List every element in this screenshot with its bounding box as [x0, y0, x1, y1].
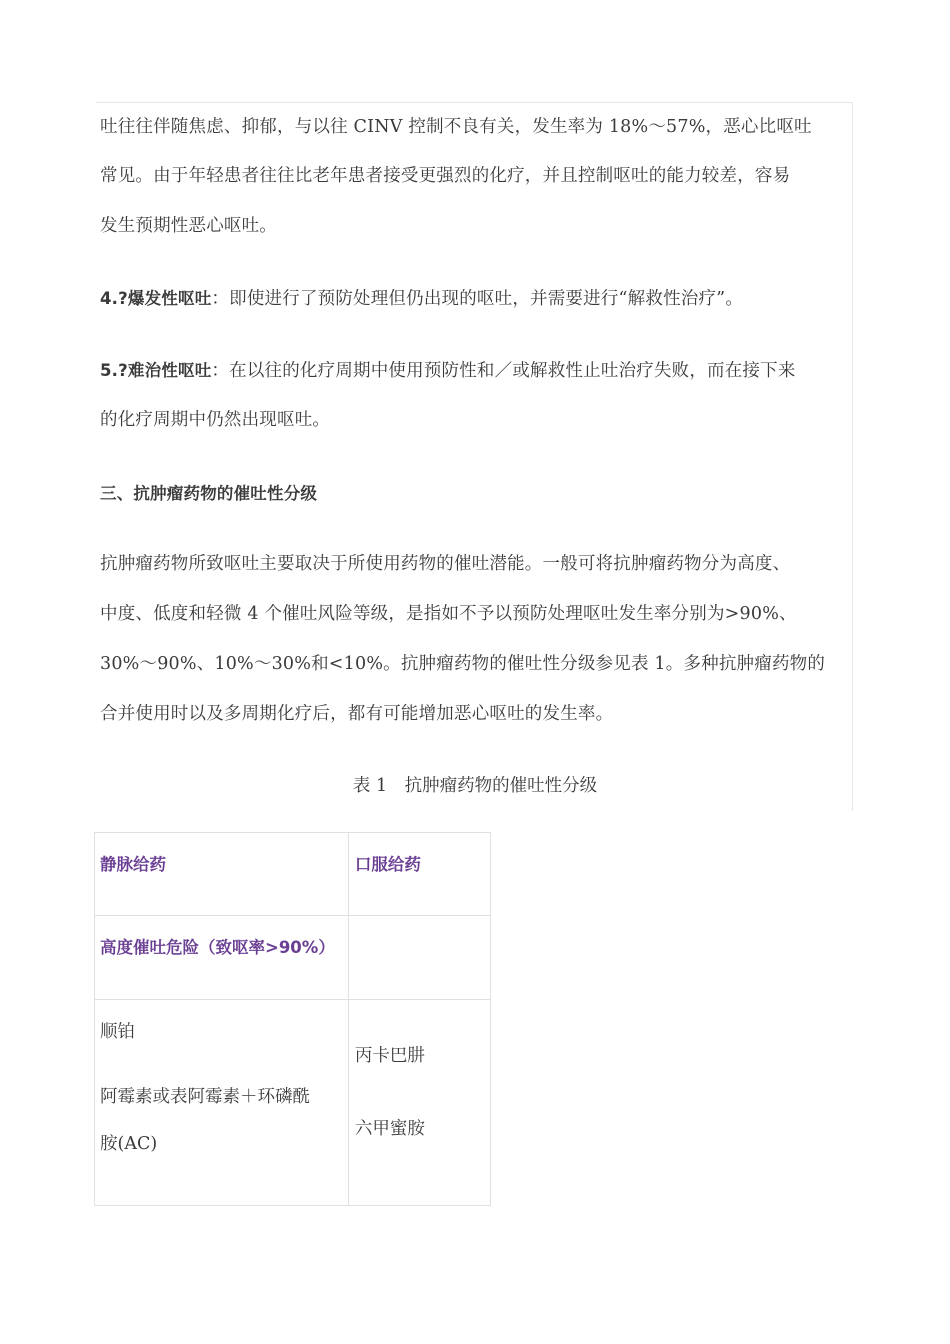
emetogenic-table — [94, 832, 491, 1206]
paragraph-line: 30%～90%、10%～30%和<10%。抗肿瘤药物的催吐性分级参见表 1。多种抗肿瘤药物的 — [100, 654, 826, 674]
table-row — [95, 916, 491, 1000]
header-iv: 静脉给药 — [100, 855, 166, 874]
paragraph-line: 吐往往伴随焦虑、抑郁，与以往 CINV 控制不良有关，发生率为 18%～57%，恶心比呕吐 — [100, 117, 812, 137]
oral-drug: 六甲蜜胺 — [354, 1119, 425, 1139]
table-cell — [95, 1000, 349, 1206]
paragraph-breakthrough — [100, 285, 850, 310]
table-cell — [95, 833, 349, 916]
refractory-text: ：在以往的化疗周期中使用预防性和／或解救性止吐治疗失败，而在接下来 — [211, 361, 796, 381]
table-header-row — [95, 833, 491, 916]
iv-drug: 阿霉素或表阿霉素＋环磷酰 — [100, 1087, 310, 1107]
section-heading: 三、抗肿瘤药物的催吐性分级 — [100, 484, 318, 503]
breakthrough-text: ：即使进行了预防处理但仍出现的呕吐，并需要进行“解救性治疗”。 — [211, 289, 744, 309]
header-oral: 口服给药 — [354, 855, 421, 874]
paragraph-line: 抗肿瘤药物所致呕吐主要取决于所使用药物的催吐潜能。一般可将抗肿瘤药物分为高度、 — [100, 554, 791, 574]
iv-drug: 顺铂 — [100, 1022, 135, 1042]
refractory-label: 5.?难治性呕吐 — [100, 361, 212, 380]
table-cell — [348, 1000, 490, 1206]
paragraph-line: 发生预期性恶心呕吐。 — [100, 216, 277, 236]
paragraph-refractory — [100, 357, 850, 382]
table-cell — [348, 916, 490, 1000]
paragraph-line: 中度、低度和轻微 4 个催吐风险等级，是指如不予以预防处理呕吐发生率分别为>90%、 — [100, 604, 797, 624]
table-row — [95, 1000, 491, 1206]
iv-drug: 胺(AC) — [100, 1134, 158, 1154]
table-cell — [95, 916, 349, 1000]
breakthrough-label: 4.?爆发性呕吐 — [100, 289, 212, 308]
paragraph-line: 的化疗周期中仍然出现呕吐。 — [100, 410, 331, 430]
paragraph-line: 常见。由于年轻患者往往比老年患者接受更强烈的化疗，并且控制呕吐的能力较差，容易 — [100, 166, 791, 186]
paragraph-line: 合并使用时以及多周期化疗后，都有可能增加恶心呕吐的发生率。 — [100, 704, 614, 724]
oral-drug: 丙卡巴肼 — [354, 1046, 425, 1066]
table-cell — [348, 833, 490, 916]
table-caption: 表 1 抗肿瘤药物的催吐性分级 — [352, 776, 598, 796]
high-risk-label: 高度催吐危险（致呕率>90%） — [100, 938, 335, 957]
